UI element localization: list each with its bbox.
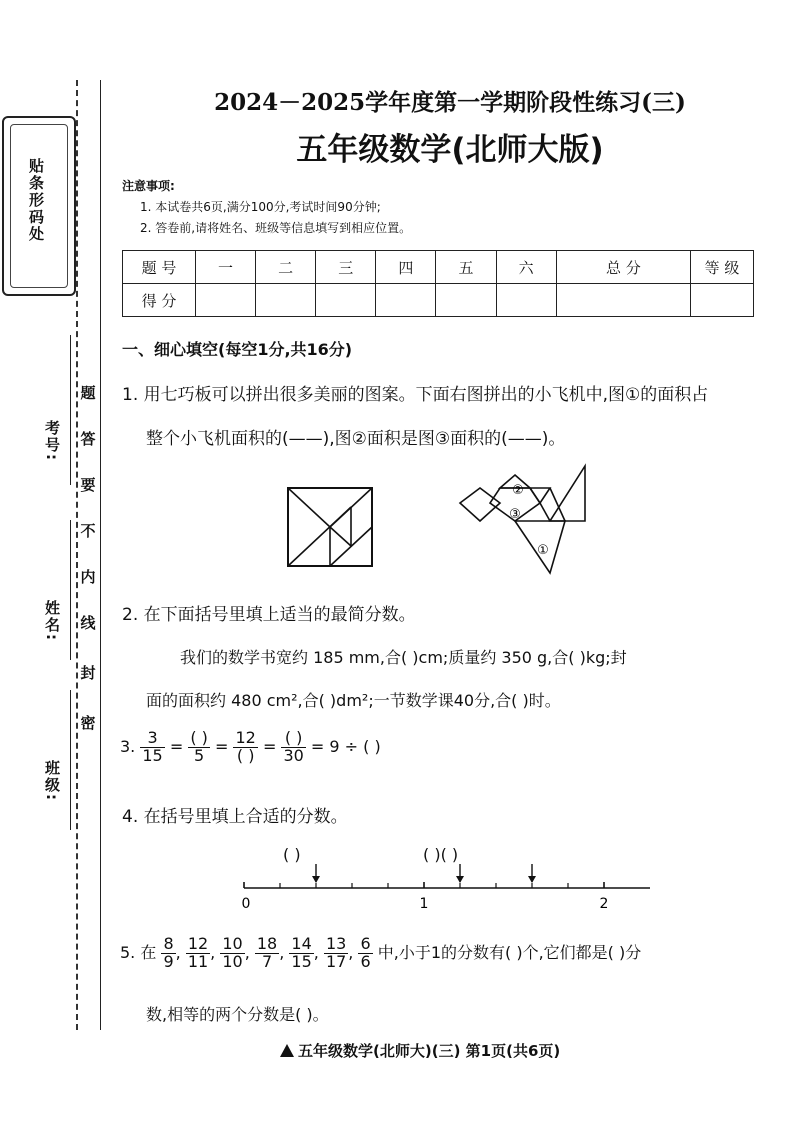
denominator: 6: [360, 951, 371, 971]
numerator: 12: [187, 934, 209, 953]
tick-label: 2: [599, 896, 609, 912]
arrow-down-icon: [456, 864, 464, 883]
fraction: [324, 936, 348, 971]
score-table-header: 一: [196, 251, 256, 284]
numerator: 10: [222, 934, 243, 953]
figure-label-2: ②: [512, 483, 524, 498]
numerator: 3: [140, 730, 164, 748]
arrow-down-icon: [528, 864, 536, 883]
score-table-header: 题 号: [123, 251, 196, 284]
fraction: [161, 936, 175, 971]
numerator: 18: [256, 934, 278, 953]
page-footer: [280, 1040, 560, 1061]
tick-label: 0: [241, 896, 251, 912]
arrow-down-icon: [312, 864, 320, 883]
denominator: 15: [291, 951, 312, 971]
number-line: [238, 860, 658, 916]
question-3: [120, 730, 381, 765]
notes-item: 1. 本试卷共6页,满分100分,考试时间90分钟;: [140, 200, 381, 214]
fraction: [289, 936, 313, 971]
denominator: 7: [261, 951, 273, 971]
fraction[interactable]: [233, 730, 257, 765]
denominator-blank[interactable]: ( ): [236, 745, 255, 765]
fraction[interactable]: [188, 730, 210, 765]
exam-no-label: 考号:: [43, 420, 61, 462]
score-cell[interactable]: [556, 284, 690, 317]
score-table-header: 六: [496, 251, 556, 284]
score-table-header: 等 级: [691, 251, 754, 284]
question-3-number: 3.: [120, 736, 136, 756]
denominator: 10: [222, 951, 243, 971]
score-cell[interactable]: [196, 284, 256, 317]
question-5-line1: 5. 在 $\frac{8}{9}$ , $\frac{12}{11}$ , $\frac{10}{10}$ , $\frac{18}{7}$ , $\frac{14}{15}$ , $\frac{13}{17}$ , $\frac{6}{6}$ 中,小于1的分数有( )个,它们都是( )分: [120, 934, 642, 971]
score-table-header: 二: [256, 251, 316, 284]
question-5-mid: 中,小于1的分数有( )个,它们都是( )分: [377, 942, 642, 962]
question-2-line2: 面的面积约 480 cm²,合( )dm²;一节数学课40分,合( )时。: [146, 691, 561, 710]
notes-item: 2. 答卷前,请将姓名、班级等信息填写到相应位置。: [140, 221, 412, 235]
score-row-label: 得 分: [123, 284, 196, 317]
denominator: 17: [325, 951, 347, 971]
question-5-line2: 数,相等的两个分数是( )。: [146, 1005, 329, 1024]
denominator: 15: [142, 745, 163, 765]
seal-char: 封: [80, 664, 96, 682]
question-1-line1: 1. 用七巧板可以拼出很多美丽的图案。下面右图拼出的小飞机中,图①的面积占: [122, 385, 709, 405]
score-cell[interactable]: [496, 284, 556, 317]
seal-char: 内: [80, 568, 96, 586]
numerator: 13: [325, 934, 347, 953]
fraction: [255, 936, 279, 971]
fraction: [186, 936, 210, 971]
seal-char: 答: [80, 430, 96, 448]
numerator-blank[interactable]: ( ): [281, 730, 305, 748]
denominator: 30: [283, 745, 304, 765]
barcode-area: [2, 116, 76, 296]
score-cell[interactable]: [256, 284, 316, 317]
tangram-square-figure: [285, 485, 375, 569]
numerator-blank[interactable]: ( ): [190, 728, 208, 747]
equals-sign: =: [169, 736, 184, 756]
question-2-line1: 我们的数学书宽约 185 mm,合( )cm;质量约 350 g,合( )kg;封: [180, 648, 627, 667]
name-line: [70, 520, 71, 660]
score-table-header: 五: [436, 251, 496, 284]
exam-subject-title: 五年级数学(北师大版): [296, 132, 604, 168]
class-line: [70, 690, 71, 830]
score-cell[interactable]: [436, 284, 496, 317]
section-title: 一、细心填空(每空1分,共16分): [122, 340, 353, 359]
notes-heading: 注意事项:: [122, 179, 175, 193]
number-line-blank[interactable]: ( )( ): [423, 845, 459, 864]
numerator: 8: [163, 934, 174, 953]
numerator: 12: [235, 728, 256, 747]
figure-label-1: ①: [537, 543, 549, 558]
fraction: [140, 730, 164, 765]
seal-char: 题: [80, 384, 96, 402]
score-table-header: 三: [316, 251, 376, 284]
equals-sign: =: [214, 736, 229, 756]
score-table-header: 四: [376, 251, 436, 284]
seal-char: 不: [80, 522, 96, 540]
seal-char: 线: [80, 614, 96, 632]
figure-label-3: ③: [509, 507, 521, 522]
question-4-title: 4. 在括号里填上合适的分数。: [122, 807, 348, 827]
barcode-label: 贴条形码处: [27, 158, 45, 243]
equals-sign: =: [262, 736, 277, 756]
denominator: 11: [187, 951, 209, 971]
name-label: 姓名:: [43, 600, 61, 642]
fraction: [358, 936, 372, 971]
division-tail: = 9 ÷ ( ): [310, 736, 381, 756]
fraction: [220, 936, 244, 971]
class-label: 班级:: [43, 760, 61, 802]
tick-label: 1: [419, 896, 429, 912]
tangram-airplane-figure: [455, 463, 595, 578]
score-cell[interactable]: [691, 284, 754, 317]
exam-no-line: [70, 335, 71, 485]
binding-solid-line: [100, 80, 101, 1030]
publisher-logo-icon: [280, 1044, 294, 1057]
question-2-title: 2. 在下面括号里填上适当的最简分数。: [122, 605, 416, 625]
denominator: 5: [194, 745, 205, 765]
score-cell[interactable]: [316, 284, 376, 317]
numerator: 6: [360, 934, 371, 953]
score-table: [122, 250, 754, 317]
score-cell[interactable]: [376, 284, 436, 317]
question-1-line2: 整个小飞机面积的(——),图②面积是图③面积的(——)。: [146, 429, 566, 449]
number-line-blank[interactable]: ( ): [283, 845, 301, 864]
exam-title: 2024－2025学年度第一学期阶段性练习(三): [214, 89, 686, 116]
binding-dash-line: [76, 80, 78, 1030]
score-table-header: 总 分: [556, 251, 690, 284]
denominator: 9: [163, 951, 174, 971]
seal-char: 密: [80, 714, 96, 732]
fraction[interactable]: [281, 730, 305, 765]
footer-text: 五年级数学(北师大)(三) 第1页(共6页): [298, 1042, 561, 1060]
numerator: 14: [291, 934, 312, 953]
question-5-prefix: 5. 在: [120, 942, 157, 962]
seal-char: 要: [80, 476, 96, 494]
